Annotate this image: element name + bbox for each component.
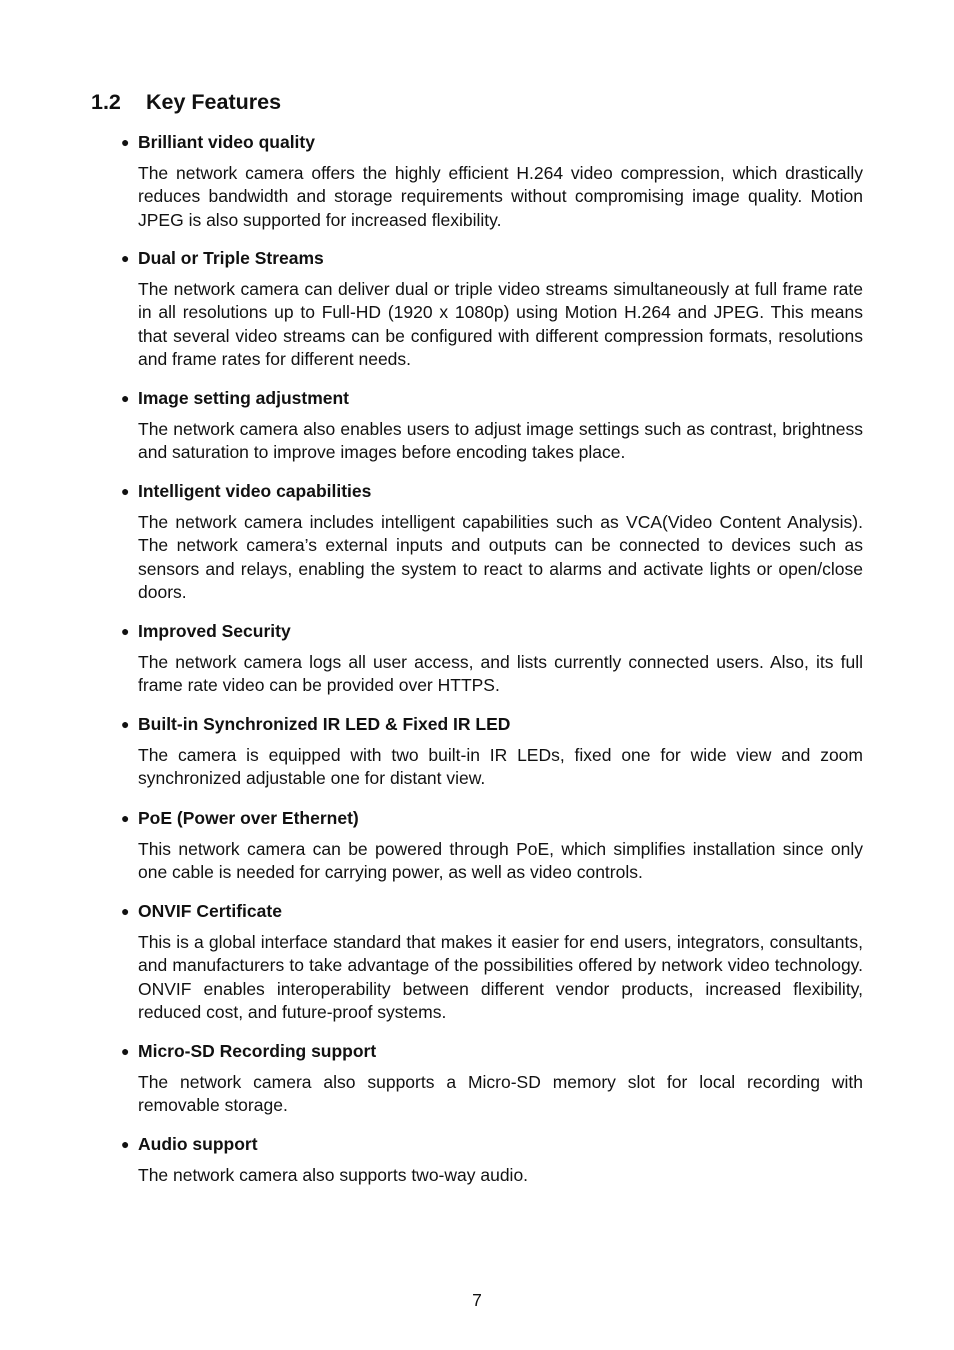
feature-item [118, 480, 863, 604]
feature-item [118, 1040, 863, 1118]
feature-title: Image setting adjustment [138, 388, 350, 408]
bullet-icon: ● [121, 623, 130, 639]
feature-description: The network camera offers the highly efficient H.264 video compression, which drastically reduces bandwidth and storage requirements without compromising image quality. Motion JPEG is also supported for increased flexibility. [138, 163, 863, 230]
feature-item [118, 387, 863, 465]
bullet-icon: ● [121, 483, 130, 499]
feature-title: Built-in Synchronized IR LED & Fixed IR LED [138, 714, 511, 734]
feature-item [118, 900, 863, 1024]
bullet-icon: ● [121, 250, 130, 266]
section-number: 1.2 [91, 90, 121, 114]
feature-item [118, 131, 863, 232]
feature-title: Intelligent video capabilities [138, 481, 372, 501]
bullet-icon: ● [121, 810, 130, 826]
feature-title: ONVIF Certificate [138, 901, 282, 921]
bullet-icon: ● [121, 903, 130, 919]
bullet-icon: ● [121, 134, 130, 150]
feature-description: The network camera also supports a Micro-SD memory slot for local recording with removable storage. [138, 1072, 863, 1116]
feature-description: The network camera logs all user access, and lists currently connected users. Also, its full frame rate video can be provided over HTTPS. [138, 652, 863, 696]
feature-description: The network camera also supports two-way audio. [138, 1165, 529, 1185]
feature-title: Brilliant video quality [138, 132, 315, 152]
feature-description: The network camera can deliver dual or triple video streams simultaneously at full frame rate in all resolutions up to Full-HD (1920 x 1080p) using Motion H.264 and JPEG. This means that several video streams can be configured with different compression formats, resolutions and frame rates for different needs. [138, 279, 863, 369]
feature-item [118, 620, 863, 698]
bullet-icon: ● [121, 1043, 130, 1059]
bullet-icon: ● [121, 716, 130, 732]
feature-title: Dual or Triple Streams [138, 248, 324, 268]
section-heading [91, 88, 281, 116]
feature-title: Micro-SD Recording support [138, 1041, 377, 1061]
feature-description: This network camera can be powered through PoE, which simplifies installation since only one cable is needed for carrying power, as well as video controls. [138, 839, 863, 883]
bullet-icon: ● [121, 1136, 130, 1152]
feature-description: The network camera includes intelligent capabilities such as VCA(Video Content Analysis). The network camera’s external inputs and outputs can be connected to devices such as sensors and relays, enabling the system to react to alarms and activate lights or open/close doors. [138, 512, 863, 602]
section-title: Key Features [146, 90, 282, 114]
feature-item [118, 807, 863, 885]
feature-title: PoE (Power over Ethernet) [138, 808, 359, 828]
feature-description: This is a global interface standard that makes it easier for end users, integrators, consultants, and manufacturers to take advantage of the possibilities offered by network video technology. ONVIF enables interoperability between different vendor products, increased flexibility, reduced cost, and future-proof systems. [138, 932, 863, 1022]
feature-item [118, 247, 863, 371]
feature-title: Audio support [138, 1134, 258, 1154]
feature-item [118, 713, 863, 791]
feature-title: Improved Security [138, 621, 291, 641]
page-number: 7 [472, 1290, 482, 1310]
feature-item [118, 1133, 863, 1187]
feature-description: The camera is equipped with two built-in IR LEDs, fixed one for wide view and zoom synchronized adjustable one for distant view. [138, 745, 863, 789]
bullet-icon: ● [121, 390, 130, 406]
feature-description: The network camera also enables users to adjust image settings such as contrast, brightness and saturation to improve images before encoding takes place. [138, 419, 863, 463]
